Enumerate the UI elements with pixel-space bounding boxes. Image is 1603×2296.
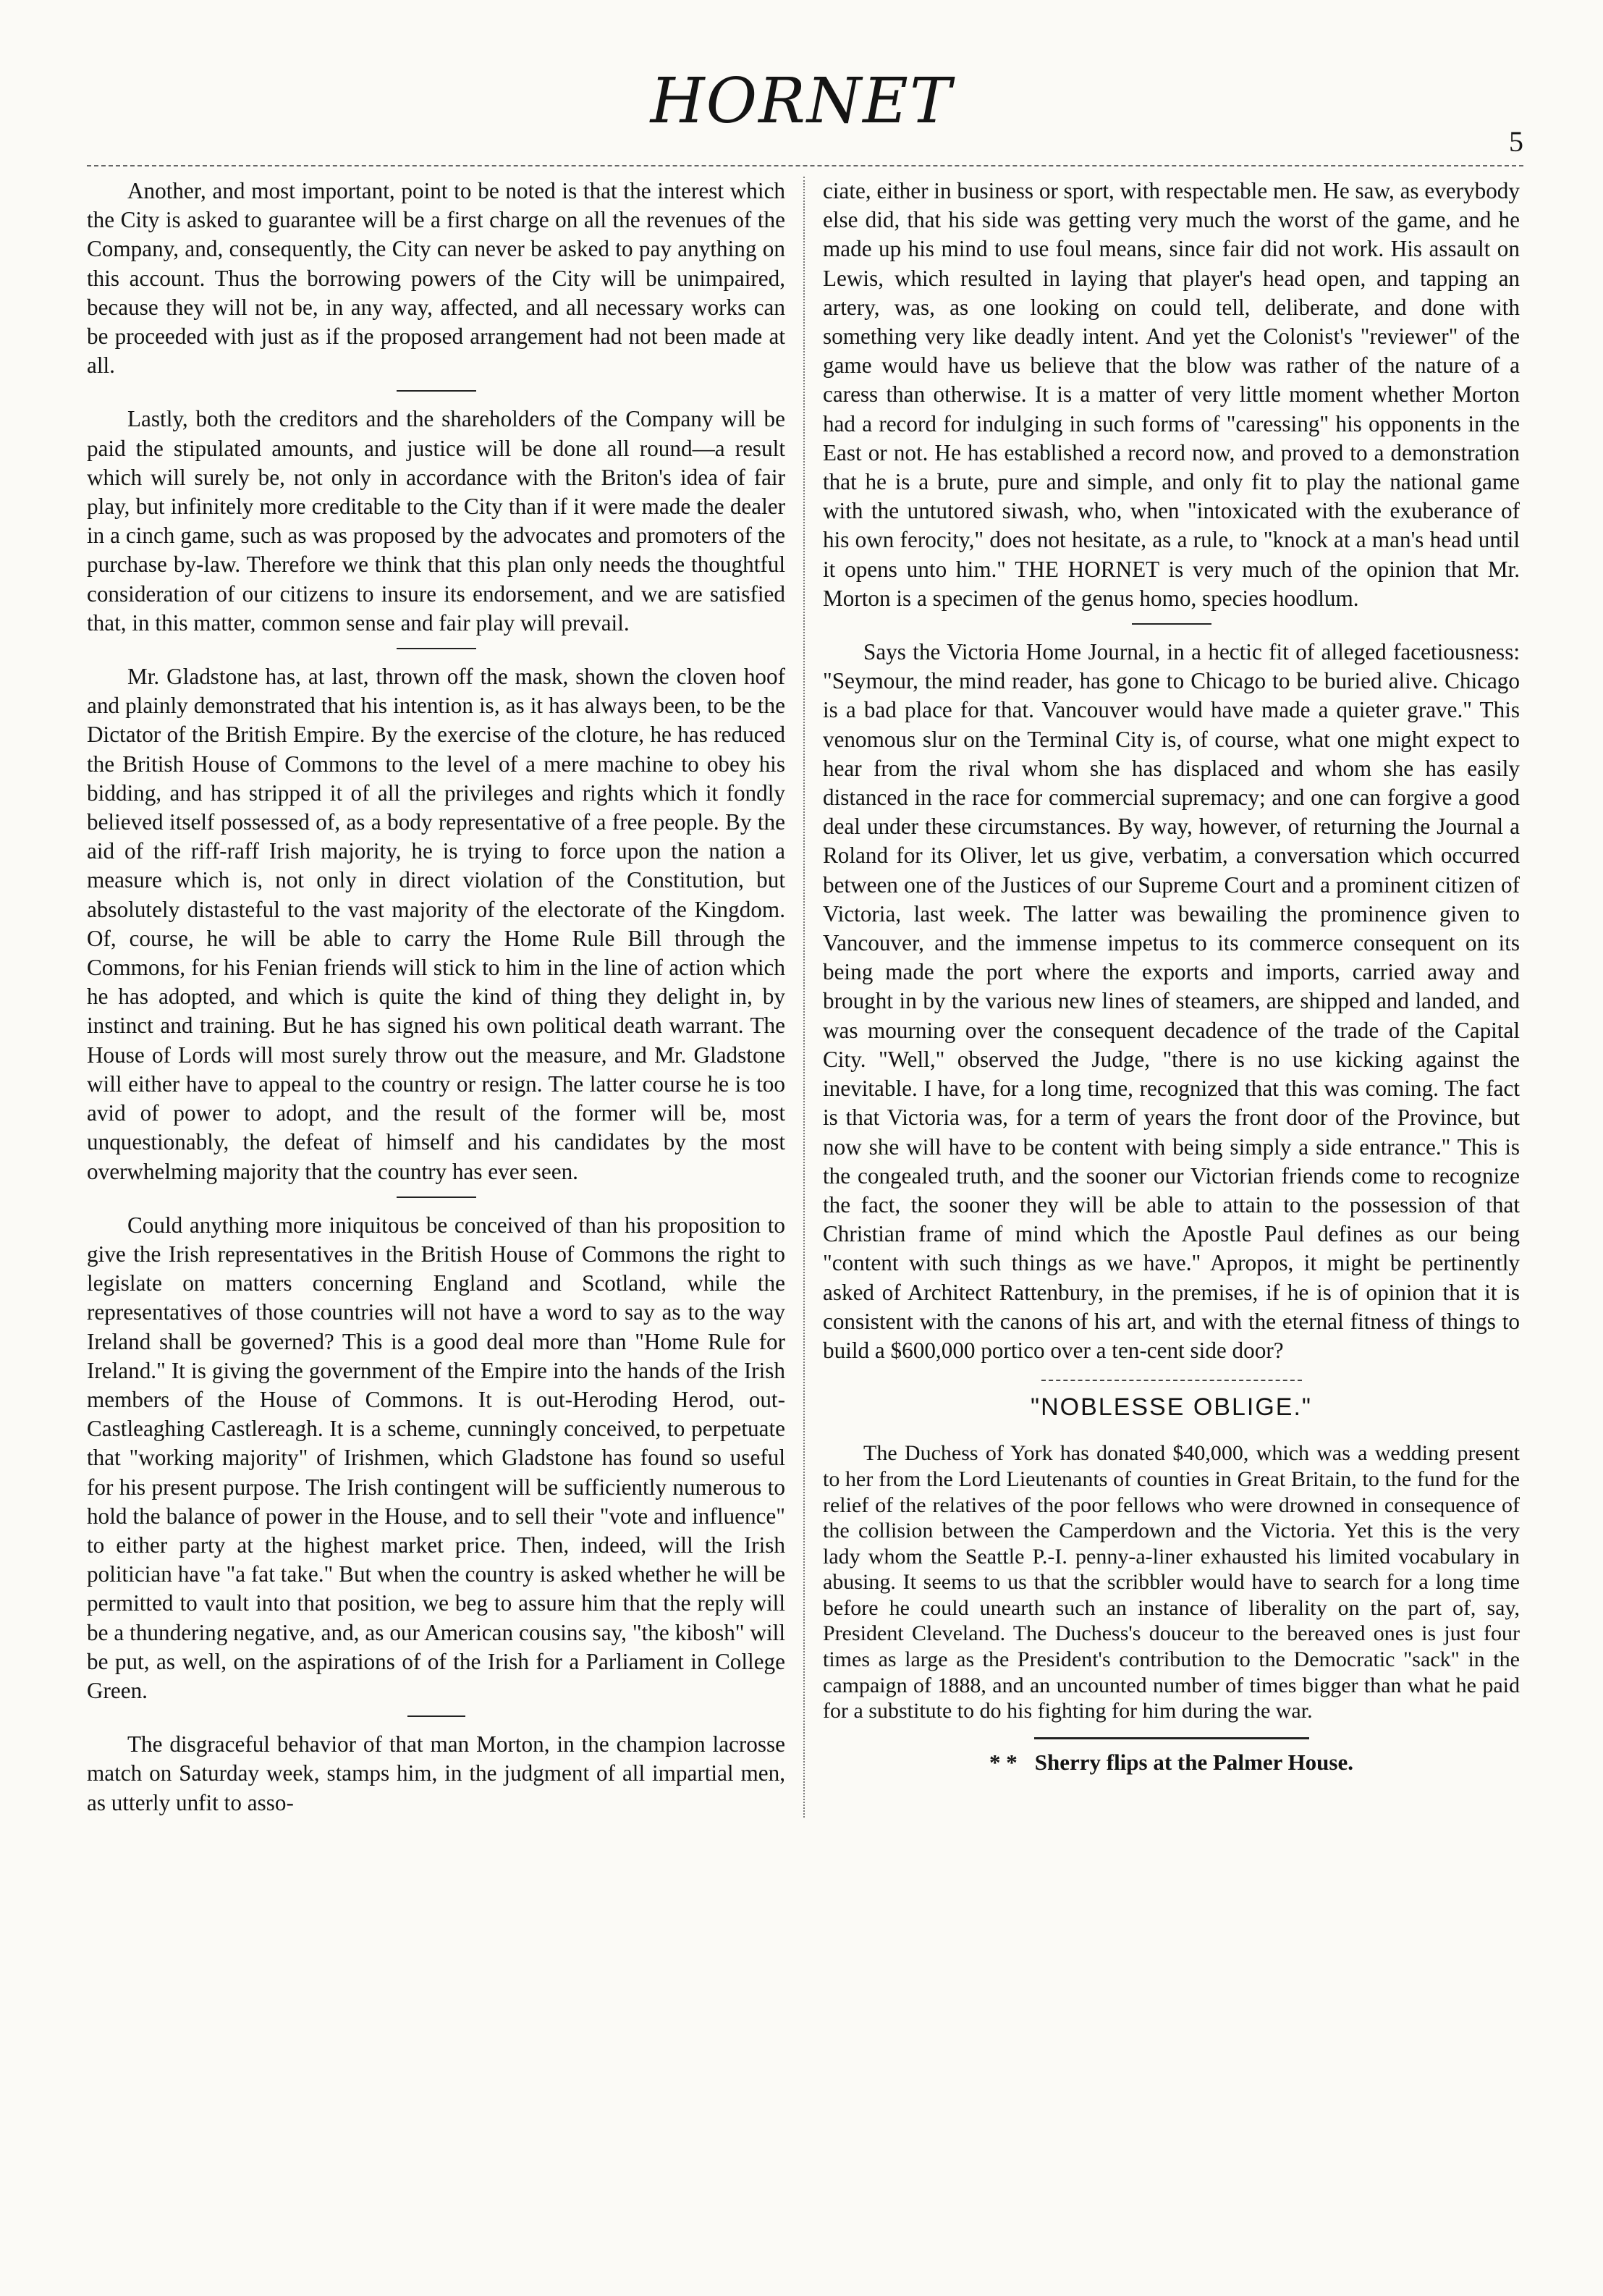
paragraph-victoria-journal: Says the Victoria Home Journal, in a hectic fit of alleged facetiousness: "Seymour, the mind reader, has gone to Chicago to be buried alive. Chicago is a bad place for that. Vancouver would have made a quieter grave." This venomous slur on the Terminal City is, of course, what one might expect to hear from the rival whom she has displaced and whom she has easily distanced in the race for commercial supremacy; and one can forgive a good deal under these circumstances. By way, however, of returning the Journal a Roland for its Oliver, let us give, verbatim, a conversation which occurred between one of the Justices of our Supreme Court and a prominent citizen of Victoria, last week. The latter was bewailing the prominence given to Vancouver, and the immense impetus to its commerce consequent on its being made the port where the exports and imports, carried away and brought in by the various new lines of steamers, are shipped and landed, and was mourning over the consequent decadence of the trade of the Capital City. "Well," observed the Judge, "there is no use kicking against the inevitable. I have, for a long time, recognized that this was coming. The fact is that Victoria was, for a term of years the front door of the Province, but now she will have to be content with being simply a side entrance." This is the congealed truth, and the sooner our Victorian friends come to recognize the fact, the sooner they will be able to attain to the possession of that Christian frame of mind which the Apostle Paul defines as our being "content with such things as we have." Apropos, it might be pertinently asked of Architect Rattenbury, in the premises, if he is of opinion that it is consistent with the canons of his art, and with the eternal fitness of things to build a $600,000 portico over a ten-cent side door?: [823, 639, 1520, 1363]
section-rule: [1041, 1380, 1302, 1381]
divider: [1132, 623, 1211, 625]
left-column: [87, 177, 803, 1818]
advertisement-text: Sherry flips at the Palmer House.: [1034, 1749, 1354, 1775]
paragraph-creditors: Lastly, both the creditors and the shareholders of the Company will be paid the stipulated amounts, and justice will be done all round—a result which will surely be, not only in accordance with the Briton's idea of fair play, but infinitely more creditable to the City than if it were made the dealer in a cinch game, such as was proposed by the advocates and promoters of the purchase by-law. Therefore we think that this plan only needs the thoughtful consideration of our citizens to insure its endorsement, and we are satisfied that, in this matter, common sense and fair play will prevail.: [87, 406, 785, 636]
divider: [397, 1196, 476, 1198]
section-heading: "NOBLESSE OBLIGE.": [1031, 1393, 1312, 1422]
divider: [397, 390, 476, 392]
article-columns: [87, 177, 1523, 1818]
advertisement-line: [823, 1748, 1520, 1777]
end-rule: [1034, 1737, 1309, 1739]
divider: [407, 1715, 465, 1717]
page-number: 5: [1509, 125, 1523, 158]
paragraph-morton: The disgraceful behavior of that man Morton, in the champion lacrosse match on Saturday week, stamps him, in the judgment of all impartial men, as utterly unfit to asso-: [87, 1731, 785, 1815]
asterisks: * *: [989, 1749, 1018, 1775]
divider: [397, 648, 476, 649]
paragraph-city-guarantee: Another, and most important, point to be noted is that the interest which the City is asked to guarantee will be a first charge on all the revenues of the Company, and, consequently, the City can never be asked to pay anything on this account. Thus the borrowing powers of the City will be unimpaired, because they will not be, in any way, affected, and all necessary works can be proceeded with just as if the proposed arrangement had not been made at all.: [87, 178, 785, 379]
masthead: [0, 51, 1603, 152]
masthead-title: HORNET: [650, 65, 953, 138]
header-rule: [87, 165, 1523, 166]
right-column: [803, 177, 1520, 1818]
paragraph-home-rule: Could anything more iniquitous be conceived of than his proposition to give the Irish representatives in the British House of Commons the right to legislate on matters concerning England and Scotland, while the representatives of those countries will not have a word to say as to the way Ireland shall be governed? This is a good deal more than "Home Rule for Ireland." It is giving the government of the Empire into the hands of the Irish members of the House of Commons. It is out-Heroding Herod, out-Castleaghing Castlereagh. It is a scheme, cunningly conceived, to perpetuate that "working majority" of Irishmen, which Gladstone has found so useful for his present purpose. The Irish contingent will be sufficiently numerous to hold the balance of power in the House, and to sell their "vote and influence" to either party at the highest market price. Then, indeed, will the Irish politician have "a fat take." But when the country is asked whether he will be permitted to vault into that position, we beg to assure him that the reply will be a thundering negative, and, as our American cousins say, "the kibosh" will be put, as well, on the aspirations of of the Irish for a Parliament in College Green.: [87, 1212, 785, 1703]
noblesse-section: [823, 1440, 1520, 1724]
paragraph-gladstone: Mr. Gladstone has, at last, thrown off the mask, shown the cloven hoof and plainly demonstrated that his intention is, as it has always been, to be the Dictator of the British Empire. By the exercise of the cloture, he has reduced the British House of Commons to the level of a mere machine to obey his bidding, and has stripped it of all the privileges and rights which it fondly believed itself possessed of, as a body representative of a free people. By the aid of the riff-raff Irish majority, he is trying to force upon the nation a measure which is, not only in direct violation of the Constitution, but absolutely distasteful to the vast majority of the electorate of the Kingdom. Of, course, he will be able to carry the Home Rule Bill through the Commons, for his Fenian friends will stick to him in the line of action which he has adopted, and which is quite the kind of thing they delight in, by instinct and training. But he has signed his own political death warrant. The House of Lords will most surely throw out the measure, and Mr. Gladstone will either have to appeal to the country or resign. The latter course he is too avid of power to adopt, and the result of the former will be, most unquestionably, the defeat of himself and his candidates by the most overwhelming majority that the country has ever seen.: [87, 664, 785, 1184]
paragraph-duchess: The Duchess of York has donated $40,000, which was a wedding present to her from the Lord Lieutenants of counties in Great Britain, to the fund for the relief of the relatives of the poor fellows who were drowned in consequence of the collision between the Camperdown and the Victoria. Yet this is the very lady whom the Seattle P.-I. penny-a-liner exhausted his limited vocabulary in abusing. It seems to us that the scribbler would have to search for a long time before he could unearth such an instance of liberality on the part of, say, President Cleveland. The Duchess's douceur to the bereaved ones is just four times as large as the President's contribution to the Democratic "sack" in the campaign of 1888, and an uncounted number of times bigger than what he paid for a substitute to do his fighting for him during the war.: [823, 1441, 1520, 1723]
paragraph-morton-continued: ciate, either in business or sport, with respectable men. He saw, as everybody else did, that his side was getting very much the worst of the game, and he made up his mind to use foul means, since fair did not work. His assault on Lewis, which resulted in laying that player's head open, and tapping an artery, was, as one looking on could tell, deliberate, and done with something very like deadly intent. And yet the Colonist's "reviewer" of the game would have us believe that the blow was rather of the nature of a caress than otherwise. It is a matter of very little moment whether Morton had a record for indulging in such forms of "caressing" his opponents in the East or not. He has established a record now, and proved to a demonstration that he is a brute, pure and simple, and only fit to play the national game with the untutored siwash, who, when "intoxicated with the exuberance of his own ferocity," does not hesitate, as a rule, to "knock at a man's head until it opens unto him." THE HORNET is very much of the opinion that Mr. Morton is a specimen of the genus homo, species hoodlum.: [823, 178, 1520, 611]
